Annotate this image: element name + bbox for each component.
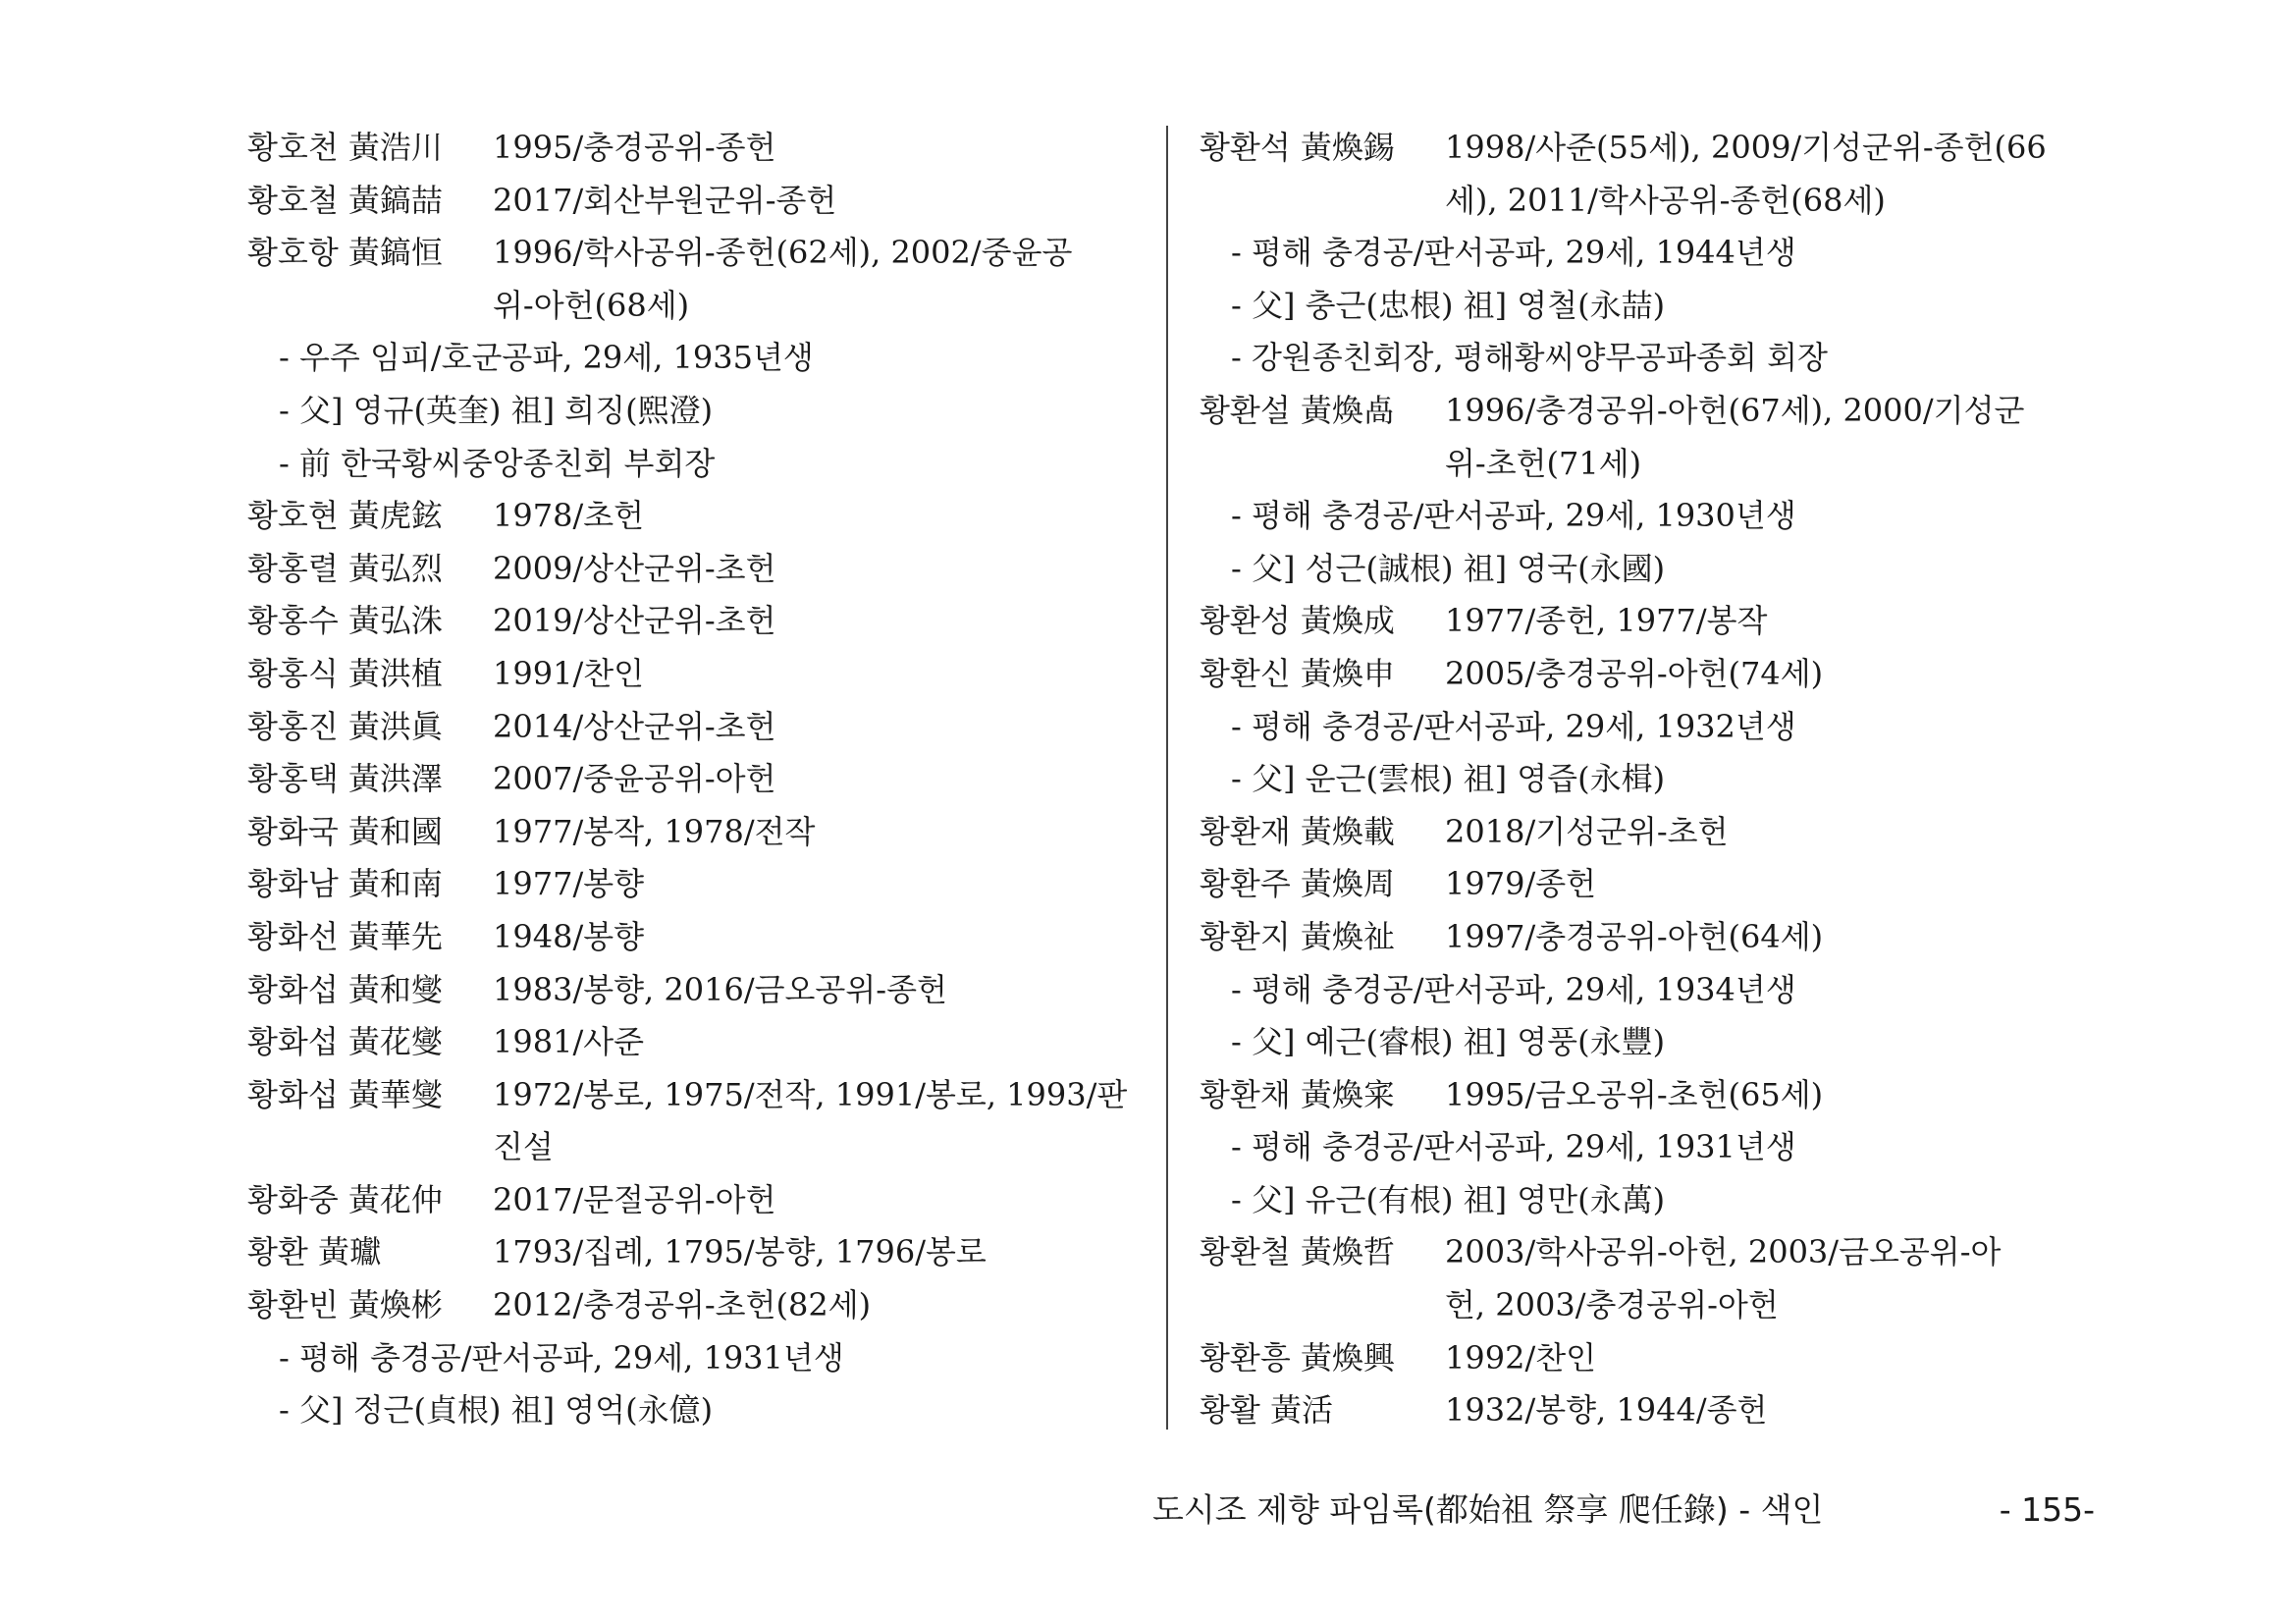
index-entry xyxy=(1200,595,2112,648)
entry-detail: - 父] 예근(睿根) 祖] 영풍(永豐) xyxy=(1231,1023,1666,1061)
index-entry xyxy=(247,595,1160,648)
entry-record: 1981/사준 xyxy=(493,1023,645,1061)
index-entry xyxy=(1200,806,2112,859)
entry-detail: - 父] 충근(忠根) 祖] 영철(永喆) xyxy=(1231,286,1666,324)
entry-record: 1995/충경공위-종헌 xyxy=(493,129,776,166)
index-entry xyxy=(247,648,1160,701)
entry-continuation: 진설 xyxy=(493,1128,554,1166)
index-entry xyxy=(1200,911,2112,964)
entry-record: 1996/충경공위-아헌(67세), 2000/기성군 xyxy=(1445,391,2025,429)
entry-record: 2003/학사공위-아헌, 2003/금오공위-아 xyxy=(1445,1233,2002,1271)
entry-name: 황환흥 黃煥興 xyxy=(1200,1338,1395,1377)
entry-record: 1977/봉작, 1978/전작 xyxy=(493,812,816,850)
index-entry xyxy=(247,175,1160,228)
entry-continuation: 세), 2011/학사공위-종헌(68세) xyxy=(1445,181,1886,219)
entry-detail: - 평해 충경공/판서공파, 29세, 1944년생 xyxy=(1231,234,1796,272)
entry-record: 1996/학사공위-종헌(62세), 2002/중윤공 xyxy=(493,234,1073,272)
entry-detail: - 평해 충경공/판서공파, 29세, 1934년생 xyxy=(1231,970,1796,1008)
index-entry xyxy=(1200,385,2112,438)
entry-record: 1995/금오공위-초헌(65세) xyxy=(1445,1075,1824,1113)
entry-continuation: 헌, 2003/충경공위-아헌 xyxy=(1445,1286,1779,1324)
entry-name: 황호천 黃浩川 xyxy=(247,129,443,166)
entry-name: 황환주 黃煥周 xyxy=(1200,865,1395,903)
entry-record: 1979/종헌 xyxy=(1445,865,1597,903)
page-footer xyxy=(1152,1486,2095,1534)
entry-record: 1997/충경공위-아헌(64세) xyxy=(1445,917,1824,955)
entry-name: 황환빈 黃煥彬 xyxy=(247,1286,443,1324)
entry-record: 1992/찬인 xyxy=(1445,1338,1597,1377)
entry-name: 황활 黃活 xyxy=(1200,1391,1333,1430)
entry-name: 황화국 黃和國 xyxy=(247,812,443,850)
index-entry xyxy=(247,701,1160,754)
index-entry xyxy=(247,911,1160,964)
index-entry xyxy=(247,1226,1160,1279)
entry-name: 황홍식 黃洪植 xyxy=(247,654,443,692)
entry-record: 2019/상산군위-초헌 xyxy=(493,602,776,640)
entry-detail: - 평해 충경공/판서공파, 29세, 1932년생 xyxy=(1231,707,1796,745)
entry-name: 황환신 黃煥申 xyxy=(1200,654,1395,692)
entry-continuation: 위-초헌(71세) xyxy=(1445,444,1642,482)
entry-name: 황화섭 黃花燮 xyxy=(247,1023,443,1061)
entry-record: 1983/봉향, 2016/금오공위-종헌 xyxy=(493,970,947,1008)
entry-name: 황홍택 黃洪澤 xyxy=(247,760,443,798)
entry-name: 황화선 黃華先 xyxy=(247,917,443,955)
entry-record: 1932/봉향, 1944/종헌 xyxy=(1445,1391,1768,1430)
entry-detail: - 父] 영규(英奎) 祖] 희징(熙澄) xyxy=(279,391,714,429)
index-entry xyxy=(1200,648,2112,701)
entry-name: 황환재 黃煥載 xyxy=(1200,812,1395,850)
index-entry xyxy=(1200,1332,2112,1385)
index-entry xyxy=(247,227,1160,280)
entry-detail: - 父] 유근(有根) 祖] 영만(永萬) xyxy=(1231,1180,1666,1218)
index-entry xyxy=(247,753,1160,806)
footer-title: 도시조 제향 파임록(都始祖 祭享 爬任錄) - 색인 xyxy=(1152,1490,1824,1529)
column-divider xyxy=(1166,126,1168,1430)
index-entry xyxy=(247,858,1160,911)
entry-name: 황환 黃瓛 xyxy=(247,1233,381,1271)
entry-record: 2009/상산군위-초헌 xyxy=(493,549,776,587)
entry-name: 황환채 黃煥宷 xyxy=(1200,1075,1395,1113)
entry-name: 황환성 黃煥成 xyxy=(1200,602,1395,640)
entry-detail: - 평해 충경공/판서공파, 29세, 1931년생 xyxy=(279,1338,844,1377)
index-entry xyxy=(1200,122,2112,175)
entry-record: 2017/문절공위-아헌 xyxy=(493,1180,776,1218)
entry-record: 1977/봉향 xyxy=(493,865,645,903)
entry-name: 황환석 黃煥錫 xyxy=(1200,129,1395,166)
entry-record: 2018/기성군위-초헌 xyxy=(1445,812,1729,850)
index-entry xyxy=(247,1069,1160,1122)
entry-record: 1793/집례, 1795/봉향, 1796/봉로 xyxy=(493,1233,987,1271)
entry-record: 1978/초헌 xyxy=(493,497,645,535)
left-column xyxy=(247,122,1160,1437)
entry-detail: - 父] 성근(誠根) 祖] 영국(永國) xyxy=(1231,549,1666,587)
index-entry xyxy=(1200,858,2112,911)
entry-name: 황화남 黃和南 xyxy=(247,865,443,903)
entry-record: 1991/찬인 xyxy=(493,654,645,692)
entry-record: 1972/봉로, 1975/전작, 1991/봉로, 1993/판 xyxy=(493,1075,1128,1113)
entry-detail: - 父] 운근(雲根) 祖] 영즙(永楫) xyxy=(1231,760,1666,798)
index-entry xyxy=(247,490,1160,543)
entry-detail: - 강원종친회장, 평해황씨양무공파종회 회장 xyxy=(1231,339,1828,377)
entry-record: 2014/상산군위-초헌 xyxy=(493,707,776,745)
entry-record: 2017/회산부원군위-종헌 xyxy=(493,181,837,219)
entry-detail: - 우주 임피/호군공파, 29세, 1935년생 xyxy=(279,339,814,377)
entry-name: 황홍수 黃弘洙 xyxy=(247,602,443,640)
entry-record: 2012/충경공위-초헌(82세) xyxy=(493,1286,872,1324)
index-entry xyxy=(247,1279,1160,1332)
entry-name: 황화중 黃花仲 xyxy=(247,1180,443,1218)
entry-record: 1948/봉향 xyxy=(493,917,645,955)
entry-name: 황환지 黃煥祉 xyxy=(1200,917,1395,955)
entry-name: 황홍렬 黃弘烈 xyxy=(247,549,443,587)
entry-record: 2007/중윤공위-아헌 xyxy=(493,760,776,798)
entry-record: 2005/충경공위-아헌(74세) xyxy=(1445,654,1824,692)
entry-detail: - 前 한국황씨중앙종친회 부회장 xyxy=(279,444,716,482)
entry-name: 황호항 黃鎬恒 xyxy=(247,234,443,272)
entry-name: 황호철 黃鎬喆 xyxy=(247,181,443,219)
entry-detail: - 父] 정근(貞根) 祖] 영억(永億) xyxy=(279,1391,714,1430)
index-entry xyxy=(247,1016,1160,1069)
index-entry xyxy=(1200,1384,2112,1437)
right-column xyxy=(1200,122,2112,1437)
entry-name: 황환설 黃煥卨 xyxy=(1200,391,1395,429)
entry-name: 황홍진 黃洪眞 xyxy=(247,707,443,745)
index-entry xyxy=(247,122,1160,175)
entry-name: 황환철 黃煥哲 xyxy=(1200,1233,1395,1271)
index-entry xyxy=(247,806,1160,859)
index-entry xyxy=(247,543,1160,596)
entry-name: 황호현 黃虎鉉 xyxy=(247,497,443,535)
entry-record: 1998/사준(55세), 2009/기성군위-종헌(66 xyxy=(1445,129,2047,166)
entry-continuation: 위-아헌(68세) xyxy=(493,286,690,324)
index-entry xyxy=(247,964,1160,1017)
index-entry xyxy=(1200,1069,2112,1122)
page-number: - 155- xyxy=(1999,1490,2095,1529)
index-entry xyxy=(247,1174,1160,1227)
entry-name: 황화섭 黃華燮 xyxy=(247,1075,443,1113)
entry-detail: - 평해 충경공/판서공파, 29세, 1930년생 xyxy=(1231,497,1796,535)
entry-detail: - 평해 충경공/판서공파, 29세, 1931년생 xyxy=(1231,1128,1796,1166)
entry-record: 1977/종헌, 1977/봉작 xyxy=(1445,602,1768,640)
index-entry xyxy=(1200,1226,2112,1279)
entry-name: 황화섭 黃和燮 xyxy=(247,970,443,1008)
